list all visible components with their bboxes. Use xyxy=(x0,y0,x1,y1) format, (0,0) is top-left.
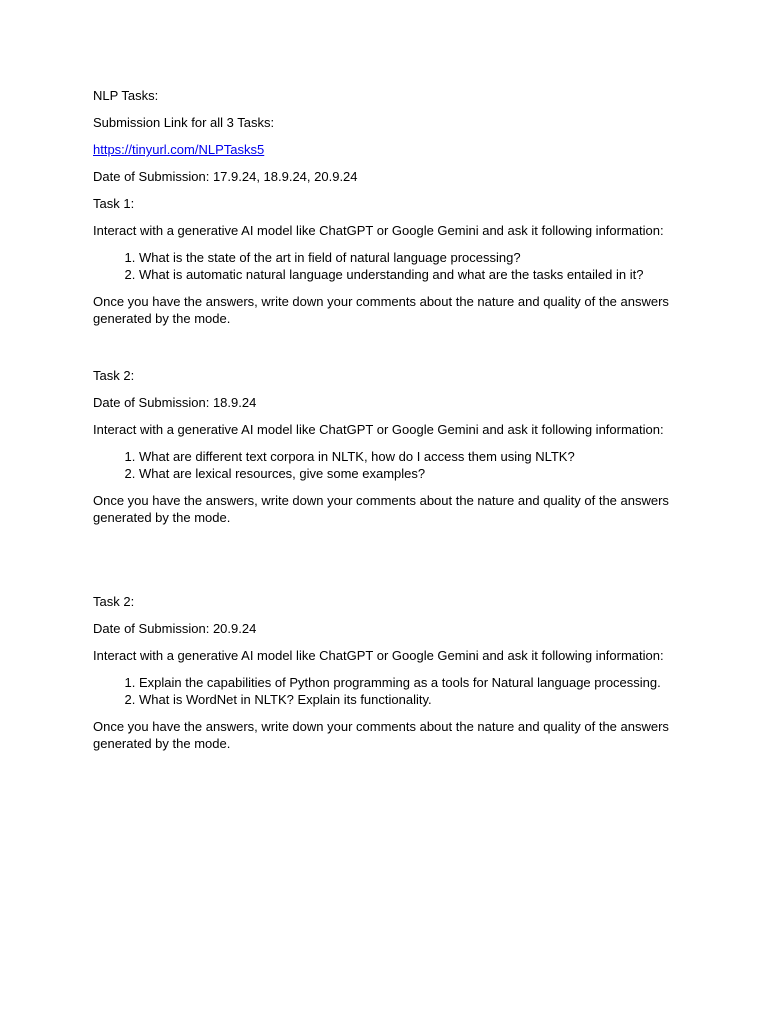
task-3-outro: Once you have the answers, write down your comments about the nature and quality of the answers generated by the mode. xyxy=(93,719,669,751)
task-1-question-1: 1. What is the state of the art in field of natural language processing? xyxy=(139,249,693,266)
task-1-outro: Once you have the answers, write down your comments about the nature and quality of the answers generated by the mode. xyxy=(93,294,669,326)
submission-link[interactable]: https://tinyurl.com/NLPTasks5 xyxy=(93,142,265,157)
submission-dates: Date of Submission: 17.9.24, 18.9.24, 20.9.24 xyxy=(93,169,358,184)
task-2-outro: Once you have the answers, write down your comments about the nature and quality of the answers generated by the mode. xyxy=(93,493,669,525)
task-1-heading: Task 1: xyxy=(93,196,135,211)
task-3-question-2: 2. What is WordNet in NLTK? Explain its functionality. xyxy=(139,691,693,708)
task-3-heading: Task 2: xyxy=(93,594,135,609)
section-spacer xyxy=(93,536,693,593)
task-2-date: Date of Submission: 18.9.24 xyxy=(93,395,257,410)
section-spacer xyxy=(93,337,693,367)
task-1-intro: Interact with a generative AI model like ChatGPT or Google Gemini and ask it following information: xyxy=(93,223,664,238)
task-2-question-list xyxy=(93,448,693,482)
task-3-question-list xyxy=(93,674,693,708)
task-2-intro: Interact with a generative AI model like ChatGPT or Google Gemini and ask it following information: xyxy=(93,422,664,437)
submission-label: Submission Link for all 3 Tasks: xyxy=(93,115,275,130)
task-3-question-1: 1. Explain the capabilities of Python programming as a tools for Natural language processing. xyxy=(139,674,693,691)
task-3-intro: Interact with a generative AI model like ChatGPT or Google Gemini and ask it following information: xyxy=(93,648,664,663)
task-2-question-1: 1. What are different text corpora in NLTK, how do I access them using NLTK? xyxy=(139,448,693,465)
document-title: NLP Tasks: xyxy=(93,88,159,103)
submission-link-paragraph xyxy=(93,141,693,158)
document-page xyxy=(93,87,693,762)
task-1-question-2: 2. What is automatic natural language understanding and what are the tasks entailed in it? xyxy=(139,266,693,283)
task-3-date: Date of Submission: 20.9.24 xyxy=(93,621,257,636)
task-2-question-2: 2. What are lexical resources, give some examples? xyxy=(139,465,693,482)
task-2-heading: Task 2: xyxy=(93,368,135,383)
task-1-question-list xyxy=(93,249,693,283)
